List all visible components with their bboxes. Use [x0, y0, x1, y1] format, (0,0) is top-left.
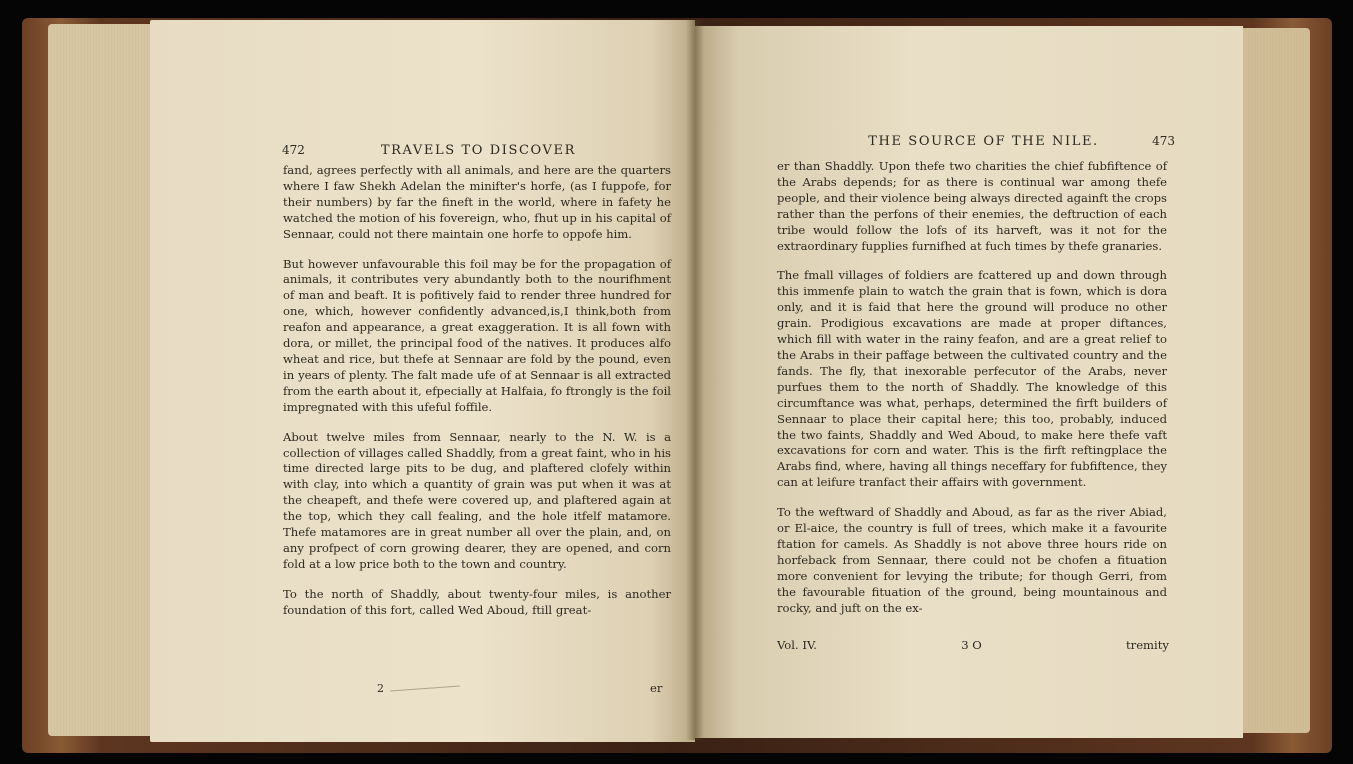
- right-page-number: 473: [1152, 134, 1175, 148]
- left-paragraph: But however unfavourable this foil may be for the propagation of animals, it contributes very abundantly both to the nourifhment of man and beaft. It is pofitively faid to render three hundred for one, which, however confidently advanced,is,I think,both from reafon and appearance, a great exaggeration. It is all fown with dora, or millet, the principal food of the natives. It produces alfo wheat and rice, but thefe at Sennaar are fold by the pound, even in years of plenty. The falt made ufe of at Sennaar is all extracted from the earth about it, efpecially at Halfaia, fo ftrongly is the foil impregnated with this ufeful foffile.: [283, 256, 671, 414]
- left-signature-mark: 2: [377, 682, 384, 695]
- left-paragraph: fand, agrees perfectly with all animals, and here are the quarters where I faw Shekh Adelan the minifter's horfe, (as I fuppofe, for their numbers) by far the fineft in the world, where in fafety he watched the motion of his fovereign, who, fhut up in his capital of Sennaar, could not there maintain one horfe to oppofe him.: [283, 163, 671, 241]
- right-paragraph: To the weftward of Shaddly and Aboud, as far as the river Abiad, or El-aice, the country is full of trees, which make it a favourite ftation for camels. As Shaddly is not above three hours ride on horfeback from Sennaar, there could not be chofen a fituation more convenient for levying the tribute; for though Gerri, from the favourable fituation of the ground, being mountainous and rocky, and juft on the ex-: [777, 505, 1167, 615]
- right-page-footer: [777, 638, 1169, 652]
- right-paragraph: The fmall villages of foldiers are fcattered up and down through this immenfe plain to watch the grain that is fown, which is dora only, and it is faid that here the ground will produce no other grain. Prodigious excavations are made at proper diftances, which fill with water in the rainy feafon, and are a great relief to the Arabs in their paffage between the cultivated country and the fands. The fly, that inexorable perfecutor of the Arabs, never purfues them to the north of Shaddly. The knowledge of this circumftance was what, perhaps, determined the firft builders of Sennaar to place their capital here; this too, probably, induced the two faints, Shaddly and Wed Aboud, to make here thefe vaft excavations for corn and water. This is the firft reftingplace the Arabs find, where, having all things neceffary for fubfiftence, they can at leifure tranfact their affairs with government.: [777, 268, 1167, 490]
- right-paragraph: er than Shaddly. Upon thefe two charities the chief fubfiftence of the Arabs depends; for as there is continual war among thefe people, and their violence being always directed againft the crops rather than the perfons of their enemies, the deftruction of each tribe would follow the lofs of its harveft, was it not for the extraordinary fupplies furnifhed at fuch times by thefe granaries.: [777, 159, 1167, 253]
- left-running-title: TRAVELS TO DISCOVER: [380, 143, 577, 158]
- left-page-number: 472: [282, 143, 305, 157]
- right-page-text: [777, 159, 1167, 616]
- book-gutter: [686, 20, 704, 740]
- left-page-text: [283, 163, 671, 619]
- right-catchword: tremity: [1126, 638, 1169, 652]
- volume-label: Vol. IV.: [777, 638, 817, 652]
- page-edges-right: [1240, 28, 1310, 733]
- left-paragraph: To the north of Shaddly, about twenty-four miles, is another foundation of this fort, called Wed Aboud, ftill great-: [283, 586, 671, 617]
- page-edges-left: [48, 24, 158, 736]
- left-running-head: [282, 143, 672, 158]
- left-catchword: er: [650, 681, 663, 695]
- right-running-head: [775, 134, 1175, 149]
- right-running-title: THE SOURCE OF THE NILE.: [868, 134, 1099, 149]
- left-paragraph: About twelve miles from Sennaar, nearly to the N. W. is a collection of villages called Shaddly, from a great faint, who in his time directed large pits to be dug, and plaftered clofely within with clay, into which a quantity of grain was put when it was at the cheapeft, and thefe were covered up, and plaftered again at the top, which they call fealing, and the hole itfelf matamore. Thefe matamores are in great number all over the plain, and, on any profpect of corn growing dearer, they are opened, and corn fold at a low price both to the town and country.: [283, 429, 671, 571]
- right-signature-mark: 3 O: [961, 638, 982, 652]
